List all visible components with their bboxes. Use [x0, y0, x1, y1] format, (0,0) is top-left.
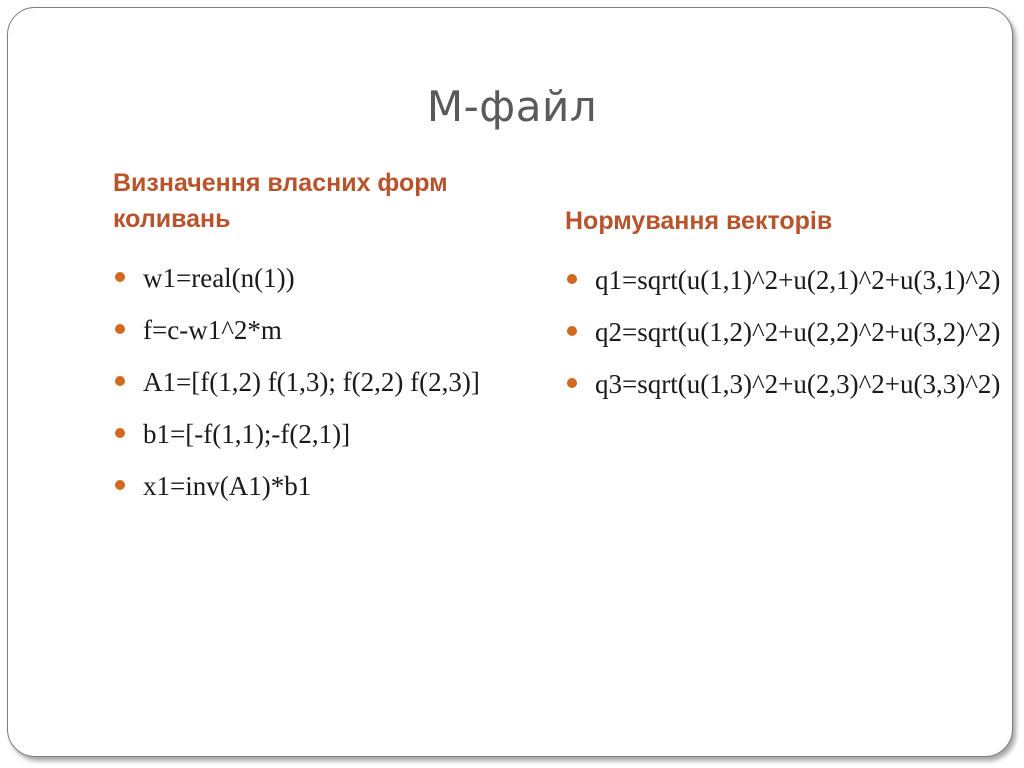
- left-bullet-list: [113, 257, 533, 507]
- left-column-heading: Визначення власних форм коливань: [113, 169, 448, 233]
- list-item: [565, 311, 1001, 353]
- bullet-icon: [115, 428, 125, 438]
- list-item: [113, 361, 533, 403]
- bullet-icon: [115, 272, 125, 282]
- slide-title: М-файл: [426, 82, 598, 131]
- list-item-text: q1=sqrt(u(1,1)^2+u(2,1)^2+u(3,1)^2): [595, 265, 1001, 295]
- list-item: [113, 257, 533, 299]
- list-item-text: b1=[-f(1,1);-f(2,1)]: [143, 419, 351, 449]
- list-item-text: w1=real(n(1)): [143, 263, 295, 293]
- bullet-icon: [567, 378, 577, 388]
- bullet-icon: [567, 274, 577, 284]
- list-item-text: f=c-w1^2*m: [143, 315, 282, 345]
- right-column-heading: Нормування векторів: [565, 207, 833, 235]
- bullet-icon: [115, 376, 125, 386]
- left-column: [113, 165, 533, 517]
- bullet-icon: [567, 326, 577, 336]
- list-item-text: q2=sqrt(u(1,2)^2+u(2,2)^2+u(3,2)^2): [595, 317, 1001, 347]
- right-bullet-list: [565, 259, 1001, 405]
- list-item-text: q3=sqrt(u(1,3)^2+u(2,3)^2+u(3,3)^2): [595, 369, 1001, 399]
- bullet-icon: [115, 480, 125, 490]
- list-item: [565, 363, 1001, 405]
- bullet-icon: [115, 324, 125, 334]
- list-item: [113, 413, 533, 455]
- right-column: [565, 165, 1001, 415]
- list-item: [113, 309, 533, 351]
- list-item-text: x1=inv(A1)*b1: [143, 471, 312, 501]
- list-item: [565, 259, 1001, 301]
- list-item: [113, 465, 533, 507]
- list-item-text: A1=[f(1,2) f(1,3); f(2,2) f(2,3)]: [143, 367, 480, 397]
